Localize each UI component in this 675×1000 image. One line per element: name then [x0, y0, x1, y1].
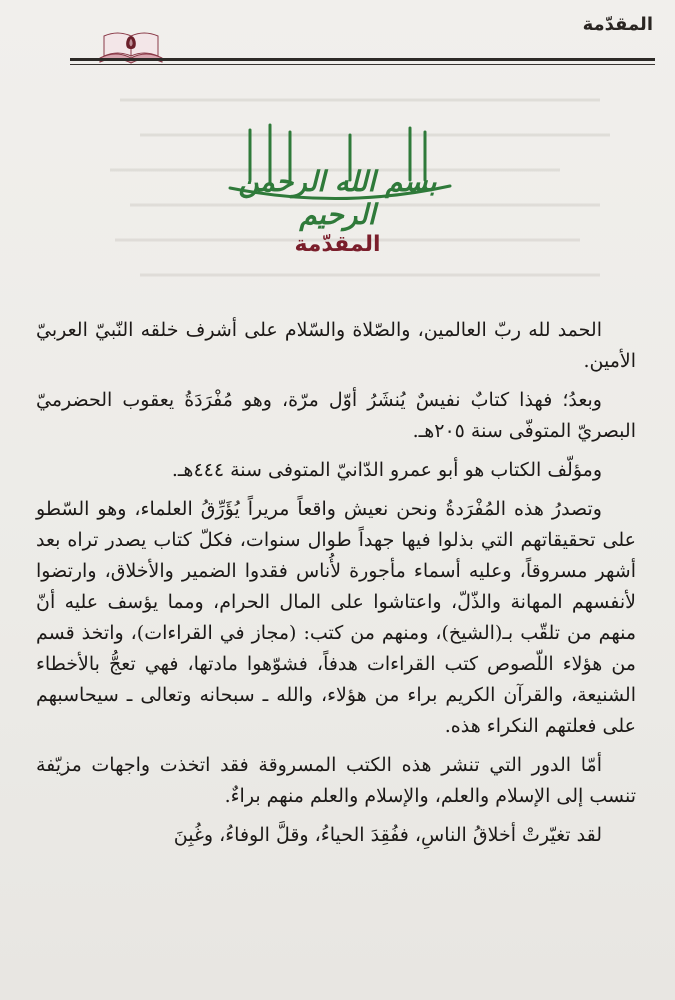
header-rule [70, 58, 655, 61]
paragraph: لقد تغيّرتْ أخلاقُ الناسِ، ففُقِدَ الحياءُ، وقلَّ الوفاءُ، وغُبِنَ [173, 824, 602, 846]
body-text [36, 315, 636, 853]
paragraph: الحمد لله ربّ العالمين، والصّلاة والسّلام على أشرف خلقه النّبيّ العربيّ الأمين. [36, 319, 636, 372]
page-number: ٥ [124, 30, 138, 54]
header-rule-thin [70, 64, 655, 65]
running-title: المقدّمة [582, 14, 653, 35]
paragraph: وتصدرُ هذه المُفْرَدةُ ونحن نعيش واقعاً مريراً يُؤَرِّقُ العلماء، وهو السّطو على تحقيقاتهم التي بذلوا فيها جهداً طوال سنوات، فكلّ كتاب يصدر تراه بعد أشهر مسروقاً، وعليه أسماء مأجورة لأُناس فقدوا الضمير والأخلاق، وارتضوا لأنفسهم المهانة والذّلّ، واعتاشوا على المال الحرام، ومما يؤسف عليه أنّ منهم من تلقّب بـ(الشيخ)، ومنهم من كتب: (مجاز في القراءات)، واتخذ قسم من هؤلاء اللّصوص كتب القراءات هدفاً، فشوّهوا مادتها، فهي تعجُّ بالأخطاء الشنيعة، والقرآن الكريم براء من هؤلاء، والله ـ سبحانه وتعالى ـ سيحاسبهم على فعلتهم النكراء هذه. [36, 498, 636, 737]
basmala-text: بسم الله الرحمن الرحيم [238, 165, 437, 231]
page-number-badge [96, 28, 166, 68]
paragraph: أمّا الدور التي تنشر هذه الكتب المسروقة فقد اتخذت واجهات مزيّفة تنسب إلى الإسلام والعلم، والإسلام والعلم منهم براءٌ. [36, 754, 636, 807]
page-header [0, 0, 675, 90]
paragraph: ومؤلّف الكتاب هو أبو عمرو الدّانيّ المتوفى سنة ٤٤٤هـ. [171, 459, 602, 481]
section-title: المقدّمة [294, 232, 381, 257]
paragraph: وبعدُ؛ فهذا كتابٌ نفيسٌ يُنشَرُ أوّل مرّة، وهو مُفْرَدَةُ يعقوب الحضرميّ البصريّ المتوفّى سنة ٢٠٥هـ. [36, 389, 636, 442]
basmala-calligraphy [200, 110, 475, 231]
